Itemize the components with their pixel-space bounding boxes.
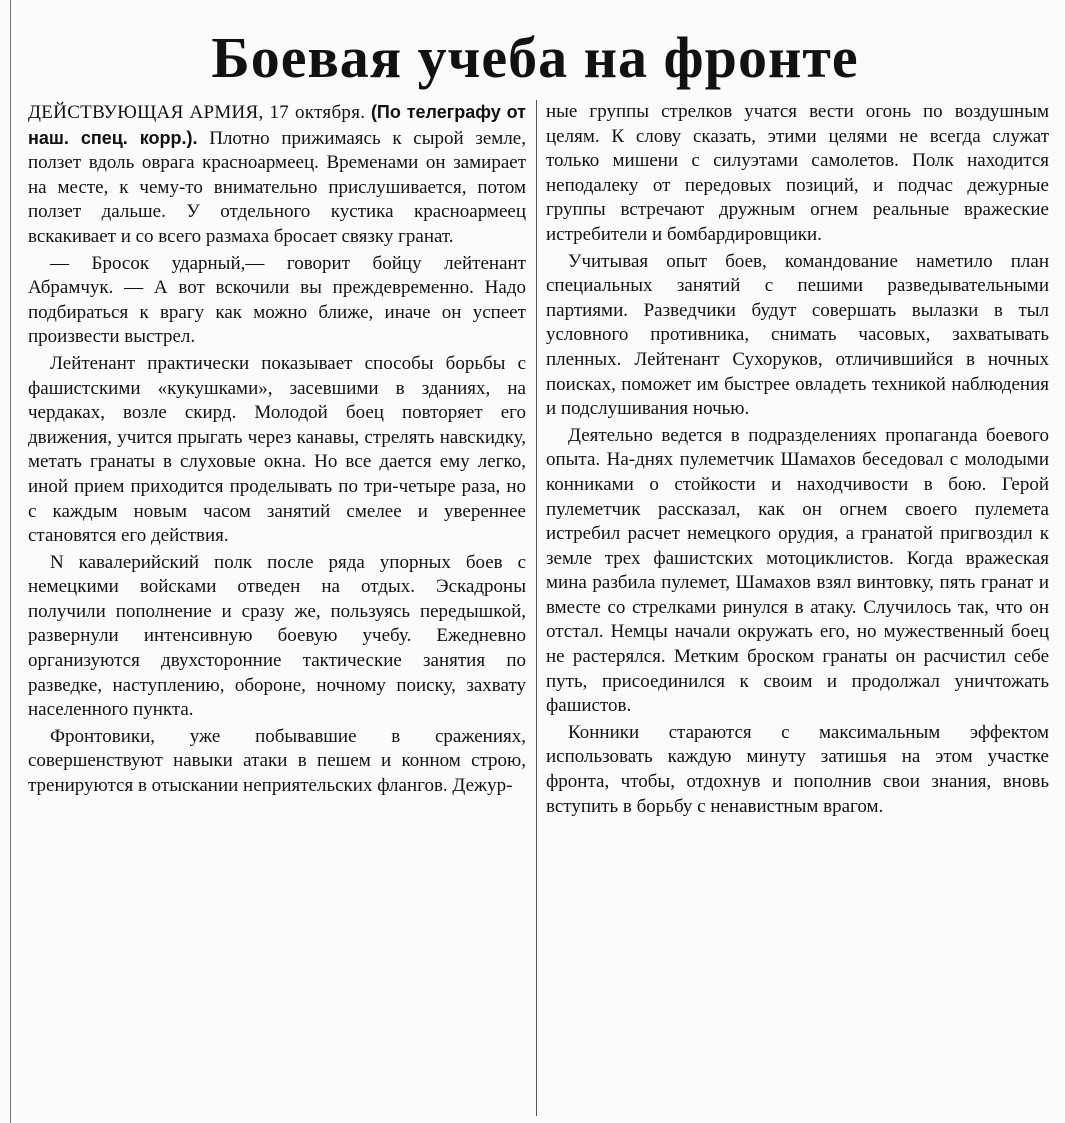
paragraph: Деятельно ведется в подразделениях пропаганда боевого опыта. На-днях пулеметчик Шамахов беседовал с молодыми конниками о стойкости и находчивости в бою. Герой пулеметчик рассказал, как он огнем своего пулемета истребил расчет немецкого орудия, а гранатой пригвоздил к земле трех фашистских мотоциклистов. Когда вражеская мина разбила пулемет, Шамахов взял винтовку, пять гранат и вместе со стрелками ринулся в атаку. Случилось так, что он отстал. Немцы начали окружать его, но мужественный боец не растерялся. Метким броском гранаты он расчистил себе путь, присоединился к своим и продолжал уничтожать фашистов. — [546, 424, 1049, 717]
paragraph: Фронтовики, уже побывавшие в сражениях, совершенствуют навыки атаки в пешем и конном строю, тренируются в отыскании неприятельских флангов. Дежур- — [28, 725, 526, 797]
byline: (По телеграфу от наш. спец. корр.). — [28, 102, 526, 148]
paragraph: ные группы стрелков учатся вести огонь по воздушным целям. К слову сказать, этими целями не всегда служат только мишени с силуэтами самолетов. Полк находится неподалеку от передовых позиций, и подчас дежурные группы встречают дружным огнем реальные вражеские истребители и бомбардировщики. — [546, 101, 1049, 245]
right-column — [546, 100, 1049, 1116]
left-column — [28, 100, 526, 1116]
column-divider — [536, 100, 537, 1116]
paragraph: Лейтенант практически показывает способы борьбы с фашистскими «кукушками», засевшими в зданиях, на чердаках, возле скирд. Молодой боец повторяет его движения, учится прыгать через канавы, стрелять навскидку, метать гранаты в слуховые окна. Но все дается ему легко, иной прием приходится проделывать по три-четыре раза, но с каждым новым часом занятий смелее и увереннее становятся его действия. — [28, 352, 526, 547]
opening-paragraph — [28, 100, 526, 250]
paragraph-text: Плотно прижимаясь к сырой земле, ползет вдоль оврага красноармеец. Временами он замирает на месте, к чему-то внимательно прислушивается, потом ползет дальше. У отдельного кустика красноармеец вскакивает и со всего размаха бросает связку гранат. — [28, 127, 526, 247]
dateline: ДЕЙСТВУЮЩАЯ АРМИЯ, 17 октября. — [28, 102, 366, 123]
paragraph: N кавалерийский полк после ряда упорных боев с немецкими войсками отведен на отдых. Эскадроны получили пополнение и сразу же, пользуясь передышкой, развернули интенсивную боевую учебу. Ежедневно организуются двухсторонние тактические занятия по разведке, наступлению, обороне, ночному поиску, захвату населенного пункта. — [28, 551, 526, 721]
page-edge-rule — [10, 0, 11, 1123]
paragraph: Конники стараются с максимальным эффектом использовать каждую минуту затишья на этом участке фронта, чтобы, отдохнув и пополнив свои знания, вновь вступить в борьбу с ненавистным врагом. — [546, 721, 1049, 817]
paragraph: Учитывая опыт боев, командование наметило план специальных занятий с пешими разведывательными партиями. Разведчики будут совершать вылазки в тыл условного противника, снимать часовых, захватывать пленных. Лейтенант Сухоруков, отличившийся в ночных поисках, поможет им быстрее овладеть техникой наблюдения и подслушивания ночью. — [546, 250, 1049, 420]
article-title: Боевая учеба на фронте — [211, 25, 859, 90]
paragraph: — Бросок ударный,— говорит бойцу лейтенант Абрамчук. — А вот вскочили вы преждевременно. Надо подбираться к врагу как можно ближе, иначе он успеет произвести выстрел. — [28, 252, 526, 348]
